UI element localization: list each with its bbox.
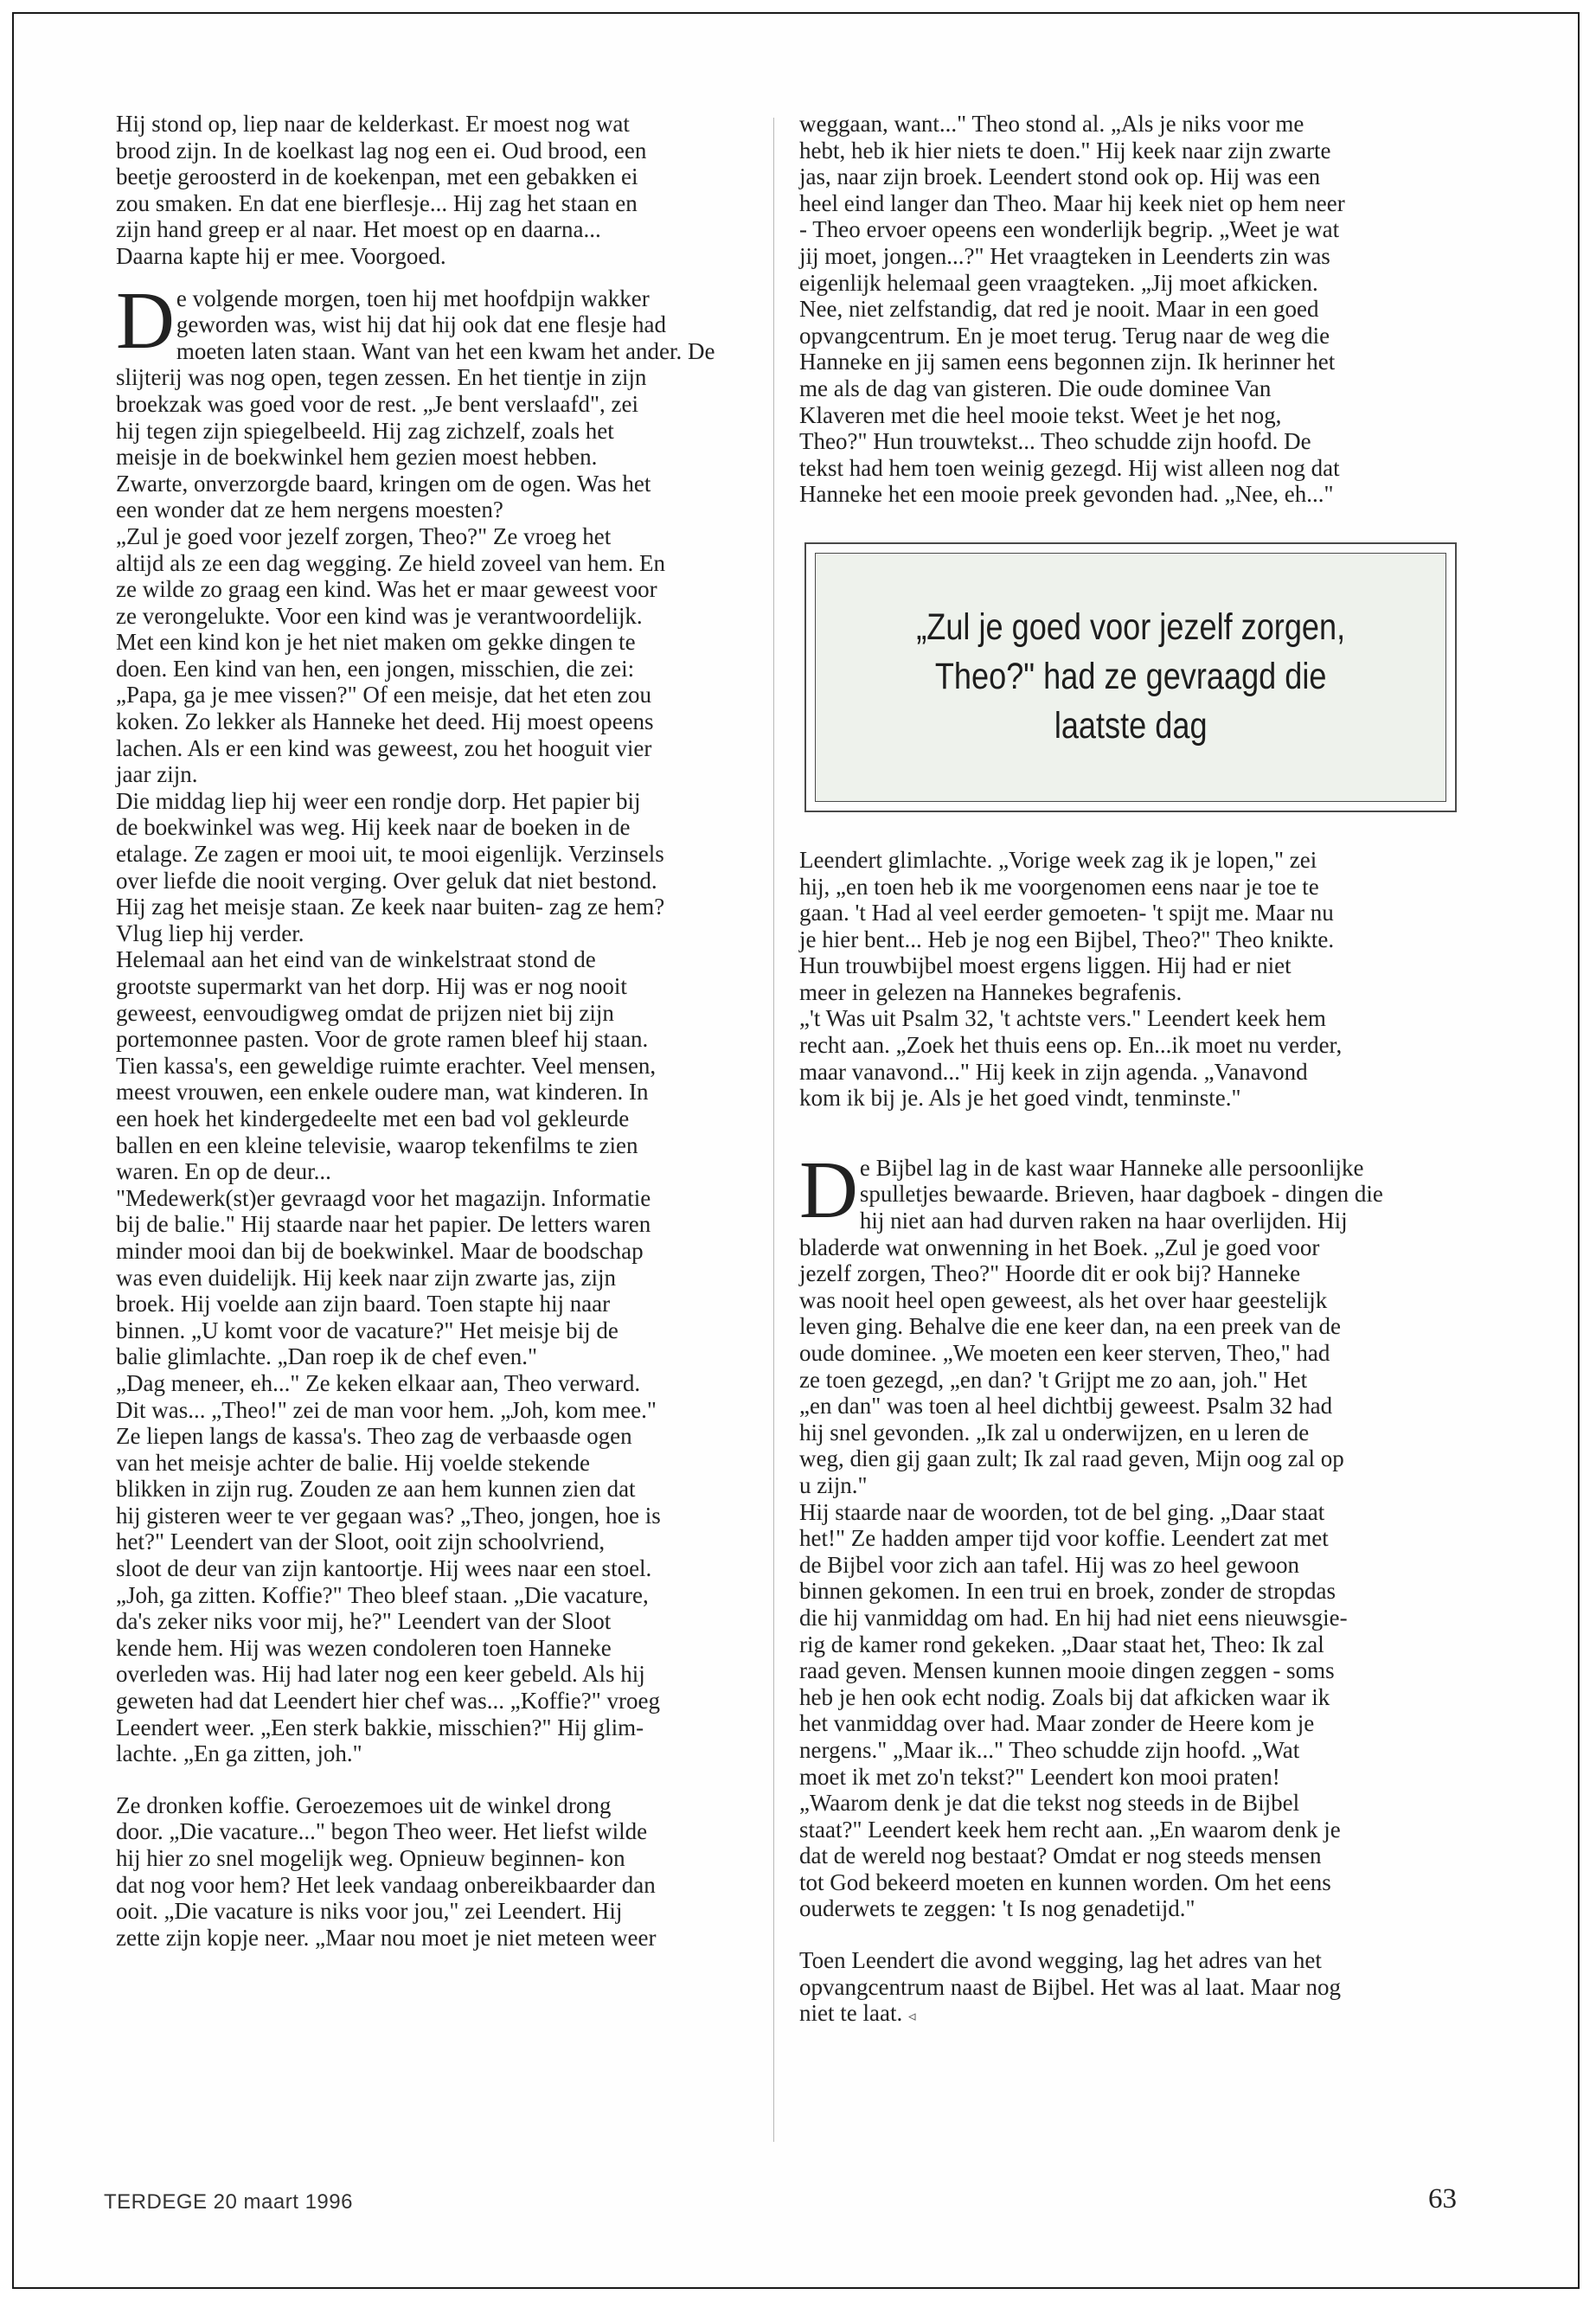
paragraph-text: e Bijbel lag in de kast waar Hanneke alle persoonlijke spulletjes bewaarde. Brieven, haar dagboek - dingen die hij niet aan had durven raken na haar overlijden. Hij bladerde wat onwenning in het Boek. „Zul je goed voor jezelf zorgen, Theo?" Hoorde dit er ook bij? Hanneke was nooit heel open geweest, als het over haar geestelijk leven ging. Behalve die ene keer dan, na een preek van de oude dominee. „We moeten een keer sterven, Theo," had ze toen gezegd, „en dan? 't Grijpt me zo aan, joh." Het „en dan" was toen al heel dichtbij geweest. Psalm 32 had hij snel gevonden. „Ik zal u onderwijzen, en u leren de weg, dien gij gaan zult; Ik zal raad geven, Mijn oog zal op u zijn." Hij staarde naar de woorden, tot de bel ging. „Daar staat het!" Ze hadden amper tijd voor koffie. Leendert zat met de Bijbel voor zich aan tafel. Hij was zo heel gewoon binnen gekomen. In een trui en broek, zonder de stropdas die hij vanmiddag om had. En hij had niet eens nieuwsgie- rig de kamer rond gekeken. „Daar staat het, Theo: Ik zal raad geven. Mensen kunnen mooie dingen zeggen - soms heb je hen ook echt nodig. Zoals bij dat afkicken waar ik het vanmiddag over had. Maar zonder de Heere kom je nergens." „Maar ik..." Theo schudde zijn hoofd. „Wat moet ik met zo'n tekst?" Leendert kon mooi praten! „Waarom denk je dat die tekst nog steeds in de Bijbel staat?" Leendert keek hem recht aan. „En waarom denk je dat de wereld nog bestaat? Omdat er nog steeds mensen tot God bekeerd moeten en kunnen worden. Om het eens ouderwets te zeggen: 't Is nog genadetijd." [799, 1154, 1383, 1922]
magazine-page [12, 12, 1580, 2289]
drop-cap: D [116, 275, 175, 366]
paragraph-with-dropcap [116, 275, 766, 1767]
paragraph: weggaan, want..." Theo stond al. „Als je niks voor me hebt, heb ik hier niets te doen." Hij keek naar zijn zwarte jas, naar zijn broek. Leendert stond ook op. Hij was een heel eind langer dan Theo. Maar hij keek niet op hem neer - Theo ervoer opeens een wonderlijk begrip. „Weet je wat jij moet, jongen...?" Het vraagteken in Leenderts zin was eigenlijk helemaal geen vraagteken. „Jij moet afkicken. Nee, niet zelfstandig, dat red je nooit. Maar in een goed opvangcentrum. En je moet terug. Terug naar de weg die Hanneke en jij samen eens begonnen zijn. Ik herinner het me als de dag van gisteren. Die oude dominee Van Klaveren met die heel mooie tekst. Weet je het nog, Theo?" Hun trouwtekst... Theo schudde zijn hoofd. De tekst had hem toen weinig gezegd. Hij wist alleen nog dat Hanneke het een mooie preek gevonden had. „Nee, eh..." [799, 111, 1345, 508]
end-of-article-icon: ◃ [907, 2008, 916, 2026]
paragraph: Ze dronken koffie. Geroezemoes uit de winkel drong door. „Die vacature..." begon Theo weer. Het liefst wilde hij hier zo snel mogelijk weg. Opnieuw beginnen- kon dat nog voor hem? Het leek vandaag onbereikbaarder dan ooit. „Die vacature is niks voor jou," zei Leendert. Hij zette zijn kopje neer. „Maar nou moet je niet meteen weer [116, 1791, 657, 1951]
pull-quote: „Zul je goed voor jezelf zorgen, Theo?" had ze gevraagd die laatste dag [916, 606, 1345, 747]
closing-paragraph [799, 1947, 1450, 2030]
column-divider [773, 118, 774, 2142]
pull-quote-inner [815, 553, 1446, 802]
publication-footer: TERDEGE 20 maart 1996 [104, 2190, 353, 2214]
paragraph-text: e volgende morgen, toen hij met hoofdpijn wakker geworden was, wist hij dat hij ook dat ene flesje had moeten laten staan. Want van het een kwam het ander. De slijterij was nog open, tegen zessen. En het tientje in zijn broekzak was goed voor de rest. „Je bent verslaafd", zei hij tegen zijn spiegelbeeld. Hij zag zichzelf, zoals het meisje in de boekwinkel hem gezien moest hebben. Zwarte, onverzorgde baard, kringen om de ogen. Was het een wonder dat ze hem nergens moesten? „Zul je goed voor jezelf zorgen, Theo?" Ze vroeg het altijd als ze een dag wegging. Ze hield zoveel van hem. En ze wilde zo graag een kind. Was het er maar geweest voor ze verongelukte. Voor een kind was je verantwoordelijk. Met een kind kon je het niet maken om gekke dingen te doen. Een kind van hen, een jongen, misschien, die zei: „Papa, ga je mee vissen?" Of een meisje, dat het eten zou koken. Zo lekker als Hanneke het deed. Hij moest opeens lachen. Als er een kind was geweest, zou het hooguit vier jaar zijn. Die middag liep hij weer een rondje dorp. Het papier bij de boekwinkel was weg. Hij keek naar de boeken in de etalage. Ze zagen er mooi uit, te mooi eigenlijk. Verzinsels over liefde die nooit verging. Over geluk dat niet bestond. Hij zag het meisje staan. Ze keek naar buiten- zag ze hem? Vlug liep hij verder. Helemaal aan het eind van de winkelstraat stond de grootste supermarkt van het dorp. Hij was er nog nooit geweest, eenvoudigweg omdat de prijzen niet bij zijn portemonnee pasten. Voor de grote ramen bleef hij staan. Tien kassa's, een geweldige ruimte erachter. Veel mensen, meest vrouwen, een enkele oudere man, wat kinderen. In een hoek het kindergedeelte met een bad vol gekleurde ballen en een kleine televisie, waarop tekenfilms te zien waren. En op de deur... "Medewerk(st)er gevraagd voor het magazijn. Informatie bij de balie." Hij staarde naar het papier. De letters waren minder mooi dan bij de boekwinkel. Maar de boodschap was even duidelijk. Hij keek naar zijn zwarte jas, zijn broek. Hij voelde aan zijn baard. Toen stapte hij naar binnen. „U komt voor de vacature?" Het meisje bij de balie glimlachte. „Dan roep ik de chef even." „Dag meneer, eh..." Ze keken elkaar aan, Theo verward. Dit was... „Theo!" zei de man voor hem. „Joh, kom mee." Ze liepen langs de kassa's. Theo zag de verbaasde ogen van het meisje achter de balie. Hij voelde stekende blikken in zijn rug. Zouden ze aan hem kunnen zien dat hij gisteren weer te ver gegaan was? „Theo, jongen, hoe is het?" Leendert van der Sloot, ooit zijn schoolvriend, sloot de deur van zijn kantoortje. Hij wees naar een stoel. „Joh, ga zitten. Koffie?" Theo bleef staan. „Die vacature, da's zeker niks voor mij, he?" Leendert van der Sloot kende hem. Hij was wezen condoleren toen Hanneke overleden was. Hij had later nog een keer gebeld. Als hij geweten had dat Leendert hier chef was... „Koffie?" vroeg Leendert weer. „Een sterk bakkie, misschien?" Hij glim- lachte. „En ga zitten, joh." [116, 285, 715, 1767]
paragraph-with-dropcap [799, 1144, 1450, 1922]
left-column [116, 111, 766, 1951]
paragraph: Leendert glimlachte. „Vorige week zag ik je lopen," zei hij, „en toen heb ik me voorgenomen eens naar je toe te gaan. 't Had al veel eerder gemoeten- 't spijt me. Maar nu je hier bent... Heb je nog een Bijbel, Theo?" Theo knikte. Hun trouwbijbel moest ergens liggen. Hij had er niet meer in gelezen na Hannekes begrafenis. „'t Was uit Psalm 32, 't achtste vers." Leendert keek hem recht aan. „Zoek het thuis eens op. En...ik moet nu verder, maar vanavond..." Hij keek in zijn agenda. „Vanavond kom ik bij je. Als je het goed vindt, tenminste." [799, 846, 1343, 1112]
paragraph: Hij stond op, liep naar de kelderkast. Er moest nog wat brood zijn. In de koelkast lag nog een ei. Oud brood, een beetje geroosterd in de koekenpan, met een gebakken ei zou smaken. En dat ene bierflesje... Hij zag het staan en zijn hand greep er al naar. Het moest op en daarna... Daarna kapte hij er mee. Voorgoed. [116, 111, 647, 269]
right-column [799, 111, 1450, 2030]
pull-quote-box [804, 542, 1457, 812]
paragraph-text: Toen Leendert die avond wegging, lag het adres van het opvangcentrum naast de Bijbel. Het was al laat. Maar nog niet te laat. [799, 1947, 1342, 2027]
page-number: 63 [1428, 2183, 1457, 2214]
drop-cap: D [799, 1144, 858, 1235]
